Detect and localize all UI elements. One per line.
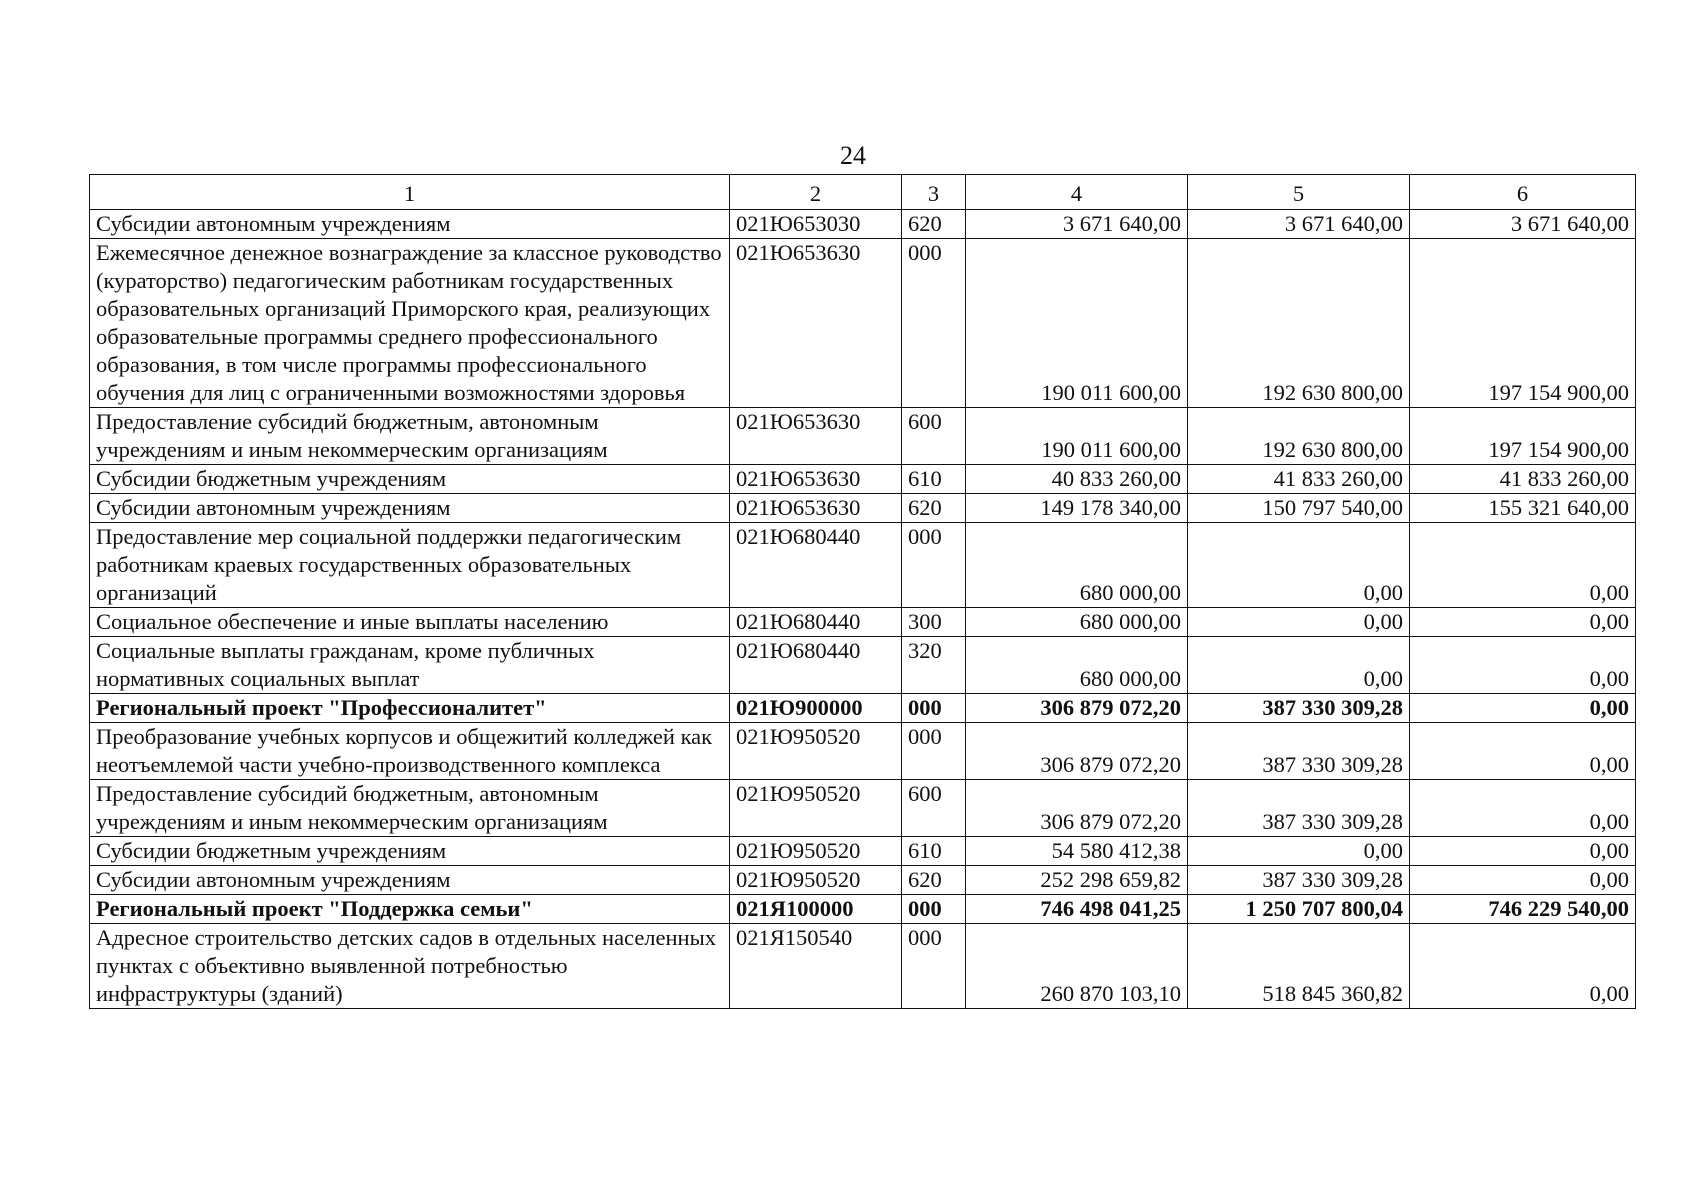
row-value-year3-cell: 197 154 900,00 [1410,239,1636,408]
row-value-year3-cell: 0,00 [1410,866,1636,895]
row-value-year1-cell: 3 671 640,00 [966,210,1188,239]
row-value-year2-cell: 387 330 309,28 [1188,780,1410,837]
table-row [90,895,1636,924]
row-code-cell: 021Ю653030 [730,210,902,239]
row-name-cell: Социальное обеспечение и иные выплаты населению [90,608,730,637]
row-name-cell: Субсидии автономным учреждениям [90,494,730,523]
row-value-year3-cell: 0,00 [1410,523,1636,608]
row-value-year1-cell: 680 000,00 [966,608,1188,637]
row-type-cell: 000 [902,895,966,924]
row-value-year3-cell: 0,00 [1410,608,1636,637]
row-name-cell: Субсидии автономным учреждениям [90,866,730,895]
row-value-year2-cell: 1 250 707 800,04 [1188,895,1410,924]
row-code-cell: 021Я150540 [730,924,902,1009]
row-value-year2-cell: 387 330 309,28 [1188,723,1410,780]
row-value-year1-cell: 149 178 340,00 [966,494,1188,523]
row-value-year1-cell: 54 580 412,38 [966,837,1188,866]
row-value-year2-cell: 387 330 309,28 [1188,866,1410,895]
row-value-year2-cell: 41 833 260,00 [1188,465,1410,494]
row-code-cell: 021Я100000 [730,895,902,924]
row-name-cell: Субсидии бюджетным учреждениям [90,837,730,866]
row-type-cell: 000 [902,723,966,780]
table-row [90,608,1636,637]
row-value-year2-cell: 0,00 [1188,608,1410,637]
row-type-cell: 610 [902,837,966,866]
row-value-year1-cell: 306 879 072,20 [966,694,1188,723]
table-row [90,723,1636,780]
row-type-cell: 000 [902,694,966,723]
row-value-year1-cell: 746 498 041,25 [966,895,1188,924]
row-value-year2-cell: 518 845 360,82 [1188,924,1410,1009]
row-name-cell: Предоставление субсидий бюджетным, автономным учреждениям и иным некоммерческим организациям [90,780,730,837]
page-number: 24 [840,141,866,170]
row-type-cell: 000 [902,523,966,608]
row-value-year3-cell: 0,00 [1410,837,1636,866]
row-value-year1-cell: 252 298 659,82 [966,866,1188,895]
column-number: 4 [966,175,1188,210]
table-row [90,408,1636,465]
row-code-cell: 021Ю900000 [730,694,902,723]
row-value-year1-cell: 680 000,00 [966,637,1188,694]
row-code-cell: 021Ю680440 [730,523,902,608]
row-code-cell: 021Ю950520 [730,780,902,837]
row-value-year3-cell: 0,00 [1410,723,1636,780]
row-type-cell: 600 [902,408,966,465]
row-value-year3-cell: 3 671 640,00 [1410,210,1636,239]
row-code-cell: 021Ю680440 [730,608,902,637]
table-row [90,866,1636,895]
table-row [90,924,1636,1009]
row-type-cell: 000 [902,239,966,408]
row-value-year2-cell: 192 630 800,00 [1188,239,1410,408]
row-name-cell: Предоставление субсидий бюджетным, автономным учреждениям и иным некоммерческим организациям [90,408,730,465]
row-name-cell: Преобразование учебных корпусов и общежитий колледжей как неотъемлемой части учебно-производственного комплекса [90,723,730,780]
row-value-year1-cell: 306 879 072,20 [966,780,1188,837]
row-name-cell: Субсидии автономным учреждениям [90,210,730,239]
row-code-cell: 021Ю653630 [730,494,902,523]
row-value-year3-cell: 0,00 [1410,694,1636,723]
row-value-year3-cell: 41 833 260,00 [1410,465,1636,494]
row-type-cell: 600 [902,780,966,837]
row-code-cell: 021Ю950520 [730,837,902,866]
row-value-year2-cell: 387 330 309,28 [1188,694,1410,723]
row-value-year1-cell: 40 833 260,00 [966,465,1188,494]
row-value-year3-cell: 197 154 900,00 [1410,408,1636,465]
table-row [90,637,1636,694]
row-code-cell: 021Ю653630 [730,465,902,494]
row-value-year3-cell: 0,00 [1410,924,1636,1009]
row-name-cell: Субсидии бюджетным учреждениям [90,465,730,494]
row-code-cell: 021Ю950520 [730,866,902,895]
row-value-year3-cell: 155 321 640,00 [1410,494,1636,523]
row-value-year3-cell: 0,00 [1410,637,1636,694]
row-value-year1-cell: 680 000,00 [966,523,1188,608]
row-value-year1-cell: 260 870 103,10 [966,924,1188,1009]
row-value-year2-cell: 3 671 640,00 [1188,210,1410,239]
row-value-year2-cell: 192 630 800,00 [1188,408,1410,465]
row-type-cell: 620 [902,494,966,523]
row-value-year2-cell: 150 797 540,00 [1188,494,1410,523]
row-code-cell: 021Ю653630 [730,408,902,465]
row-value-year3-cell: 746 229 540,00 [1410,895,1636,924]
row-value-year1-cell: 190 011 600,00 [966,408,1188,465]
column-number: 1 [90,175,730,210]
column-number-row [90,175,1636,210]
table-row [90,837,1636,866]
row-name-cell: Адресное строительство детских садов в отдельных населенных пунктах с объективно выявленной потребностью инфраструктуры (зданий) [90,924,730,1009]
row-value-year2-cell: 0,00 [1188,523,1410,608]
row-value-year1-cell: 190 011 600,00 [966,239,1188,408]
row-code-cell: 021Ю680440 [730,637,902,694]
table-row [90,239,1636,408]
table-row [90,494,1636,523]
row-value-year2-cell: 0,00 [1188,637,1410,694]
row-code-cell: 021Ю653630 [730,239,902,408]
budget-table [89,174,1636,1009]
row-value-year1-cell: 306 879 072,20 [966,723,1188,780]
column-number: 3 [902,175,966,210]
row-name-cell: Региональный проект "Поддержка семьи" [90,895,730,924]
table-row [90,780,1636,837]
column-number: 5 [1188,175,1410,210]
row-type-cell: 320 [902,637,966,694]
table-row [90,465,1636,494]
row-value-year2-cell: 0,00 [1188,837,1410,866]
row-value-year3-cell: 0,00 [1410,780,1636,837]
row-type-cell: 000 [902,924,966,1009]
row-name-cell: Ежемесячное денежное вознаграждение за классное руководство (кураторство) педагогическим работникам государственных образовательных организаций Приморского края, реализующих образовательные программы среднего профессионального образования, в том числе программы профессионального обучения для лиц с ограниченными возможностями здоровья [90,239,730,408]
row-type-cell: 620 [902,210,966,239]
row-name-cell: Социальные выплаты гражданам, кроме публичных нормативных социальных выплат [90,637,730,694]
table-row [90,694,1636,723]
column-number: 2 [730,175,902,210]
table-row [90,210,1636,239]
row-type-cell: 300 [902,608,966,637]
row-name-cell: Региональный проект "Профессионалитет" [90,694,730,723]
row-type-cell: 610 [902,465,966,494]
table-row [90,523,1636,608]
row-name-cell: Предоставление мер социальной поддержки педагогическим работникам краевых государственных образовательных организаций [90,523,730,608]
row-code-cell: 021Ю950520 [730,723,902,780]
column-number: 6 [1410,175,1636,210]
row-type-cell: 620 [902,866,966,895]
